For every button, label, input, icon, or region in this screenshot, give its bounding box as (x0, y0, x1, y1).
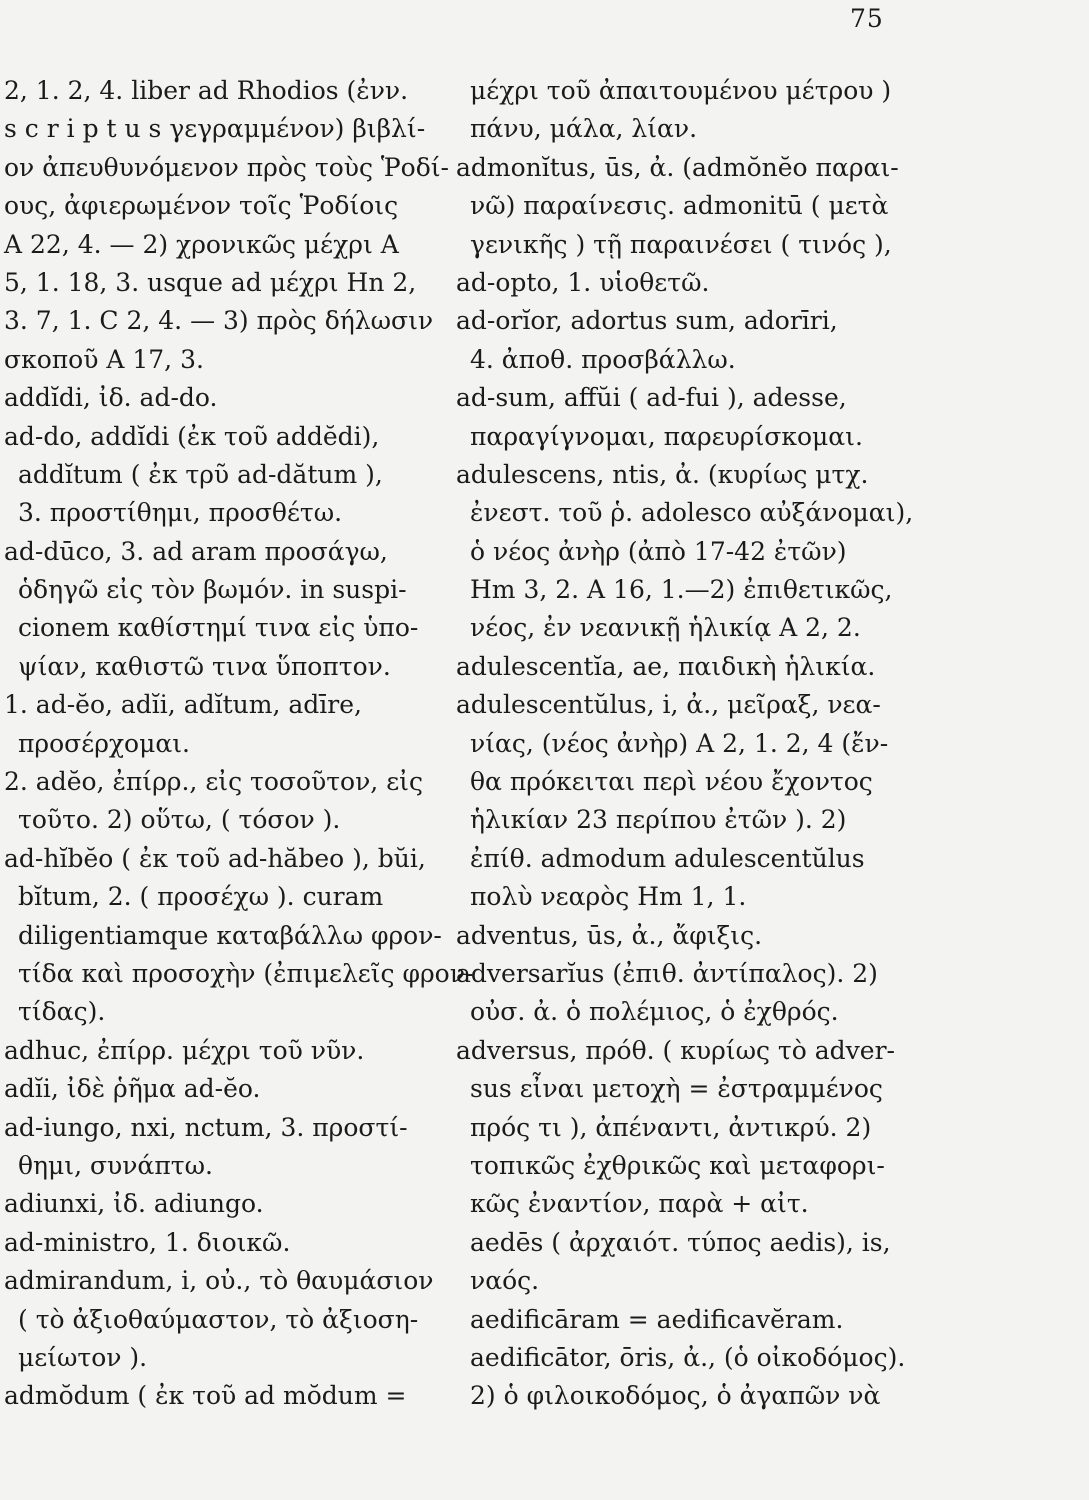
dictionary-line: sus εἶναι μετοχὴ = ἐστραμμένος (470, 1074, 883, 1104)
dictionary-line: bĭtum, 2. ( προσέχω ). curam (18, 882, 384, 912)
dictionary-line: Hm 3, 2. A 16, 1.—2) ἐπιθετικῶς, (470, 575, 893, 605)
dictionary-line: τοπικῶς ἐχθρικῶς καὶ μεταφορι- (470, 1150, 885, 1180)
dictionary-line: 5, 1. 18, 3. usque ad μέχρι Hn 2, (4, 267, 417, 297)
dictionary-line: τίδας). (18, 997, 106, 1027)
dictionary-line: adĭi, ἰδὲ ῥῆμα ad-ĕo. (4, 1074, 261, 1104)
dictionary-line: adventus, ūs, ἀ., ἄφιξις. (456, 920, 763, 950)
dictionary-line: πολὺ νεαρὸς Hm 1, 1. (470, 882, 747, 912)
dictionary-line: τίδα καὶ προσοχὴν (ἐπιμελεῖς φρον- (18, 958, 474, 988)
dictionary-line: 3. προστίθημι, προσθέτω. (18, 498, 343, 528)
dictionary-line: ψίαν, καθιστῶ τινα ὕποπτον. (18, 651, 391, 681)
dictionary-line: γενικῆς ) τῇ παραινέσει ( τινός ), (470, 229, 892, 259)
dictionary-line: ad-ministro, 1. διοικῶ. (4, 1227, 291, 1257)
dictionary-line: aedēs ( ἀρχαιότ. τύπος aedis), is, (470, 1227, 891, 1257)
dictionary-line: adhuc, ἐπίρρ. μέχρι τοῦ νῦν. (4, 1035, 365, 1065)
dictionary-line: aedificātor, ōris, ἀ., (ὁ οἰκοδόμος). (470, 1342, 906, 1372)
dictionary-line: 2, 1. 2, 4. liber ad Rhodios (ἐνν. (4, 76, 409, 105)
dictionary-line: ἡλικίαν 23 περίπου ἐτῶν ). 2) (470, 805, 847, 835)
dictionary-line: κῶς ἐναντίον, παρὰ + αἰτ. (470, 1189, 809, 1219)
dictionary-line: ὁ νέος ἀνὴρ (ἀπὸ 17-42 ἐτῶν) (470, 536, 847, 566)
dictionary-line: ad-hĭbĕo ( ἐκ τοῦ ad-hăbeo ), bŭi, (4, 843, 426, 873)
dictionary-line: 4. ἀποθ. προσβάλλω. (470, 344, 736, 374)
dictionary-line: θα πρόκειται περὶ νέου ἔχοντος (470, 767, 873, 797)
dictionary-line: adiunxi, ἰδ. adiungo. (4, 1189, 264, 1219)
dictionary-line: θημι, συνάπτω. (18, 1150, 213, 1180)
dictionary-line: admirandum, i, οὐ., τὸ θαυμάσιον (4, 1266, 434, 1296)
dictionary-line: παραγίγνομαι, παρευρίσκομαι. (470, 421, 863, 451)
dictionary-line: 2) ὁ φιλοικοδόμος, ὁ ἀγαπῶν νὰ (470, 1381, 881, 1411)
dictionary-line: ad-opto, 1. υἱοθετῶ. (456, 267, 710, 297)
dictionary-line: σκοποῦ A 17, 3. (4, 344, 204, 374)
dictionary-line: τοῦτο. 2) οὕτω, ( τόσον ). (18, 805, 341, 835)
dictionary-line: ὁδηγῶ εἰς τὸν βωμόν. in suspi- (18, 575, 407, 605)
dictionary-line: admŏdum ( ἐκ τοῦ ad mŏdum = (4, 1381, 407, 1411)
dictionary-line: νῶ) παραίνεσις. admonitū ( μετὰ (470, 191, 889, 221)
dictionary-line: diligentiamque καταβάλλω φρον- (18, 920, 442, 950)
dictionary-line: adulescentŭlus, i, ἀ., μεῖραξ, νεα- (456, 690, 881, 720)
dictionary-line: νέος, ἐν νεανικῇ ἡλικίᾳ A 2, 2. (470, 613, 861, 643)
dictionary-line: προσέρχομαι. (18, 728, 190, 758)
dictionary-line: ναός. (470, 1266, 540, 1296)
dictionary-line: 2. adĕo, ἐπίρρ., εἰς τοσοῦτον, εἰς (4, 767, 423, 797)
dictionary-line: addĭdi, ἰδ. ad-do. (4, 383, 218, 413)
dictionary-line: addĭtum ( ἐκ τρῦ ad-dătum ), (18, 459, 383, 489)
dictionary-line: adversarĭus (ἐπιθ. ἀντίπαλος). 2) (456, 958, 878, 988)
dictionary-line: νίας, (νέος ἀνὴρ) A 2, 1. 2, 4 (ἔν- (470, 728, 889, 758)
dictionary-line: adversus, πρόθ. ( κυρίως τὸ adver- (456, 1035, 895, 1065)
dictionary-line: οὐσ. ἀ. ὁ πολέμιος, ὁ ἐχθρός. (470, 997, 839, 1027)
dictionary-line: adulescens, ntis, ἀ. (κυρίως μτχ. (456, 459, 869, 489)
dictionary-line: ad-orĭor, adortus sum, adorīri, (456, 306, 838, 336)
dictionary-line: admonĭtus, ūs, ἀ. (admŏnĕo παραι- (456, 152, 899, 182)
dictionary-line: ους, ἀφιερωμένον τοῖς Ῥοδίοις (4, 191, 399, 221)
dictionary-line: 1. ad-ĕo, adĭi, adĭtum, adīre, (4, 690, 362, 720)
dictionary-line: A 22, 4. — 2) χρονικῶς μέχρι A (4, 229, 399, 259)
dictionary-line: adulescentĭa, ae, παιδικὴ ἡλικία. (456, 651, 876, 681)
dictionary-line: πρός τι ), ἀπέναντι, ἀντικρύ. 2) (470, 1112, 872, 1142)
dictionary-line: ἐπίθ. admodum adulescentŭlus (470, 843, 865, 873)
dictionary-line: aedificāram = aedificavĕram. (470, 1304, 844, 1334)
dictionary-line: ( τὸ ἀξιοθαύμαστον, τὸ ἀξιοση- (18, 1304, 419, 1334)
dictionary-line: ad-do, addĭdi (ἐκ τοῦ addĕdi), (4, 421, 380, 451)
dictionary-line: cionem καθίστημί τινα εἰς ὑπο- (18, 613, 419, 643)
dictionary-line: μέχρι τοῦ ἀπαιτουμένου μέτρου ) (470, 76, 892, 105)
dictionary-line: s c r i p t u s γεγραμμένον) βιβλί- (4, 114, 426, 144)
dictionary-line: ἐνεστ. τοῦ ῥ. adolesco αὐξάνομαι), (470, 498, 914, 528)
dictionary-line: μείωτον ). (18, 1342, 148, 1372)
page-number: 75 (850, 4, 884, 33)
dictionary-line: πάνυ, μάλα, λίαν. (470, 114, 698, 144)
left-column (4, 72, 474, 1416)
dictionary-line: ad-dūco, 3. ad aram προσάγω, (4, 536, 388, 566)
dictionary-line: 3. 7, 1. C 2, 4. — 3) πρὸς δήλωσιν (4, 306, 434, 336)
dictionary-line: ad-iungo, nxi, nctum, 3. προστί- (4, 1112, 408, 1142)
right-column (456, 72, 926, 1416)
dictionary-line: ad-sum, affŭi ( ad-fui ), adesse, (456, 383, 847, 413)
dictionary-line: ον ἀπευθυνόμενον πρὸς τοὺς Ῥοδί- (4, 152, 450, 182)
